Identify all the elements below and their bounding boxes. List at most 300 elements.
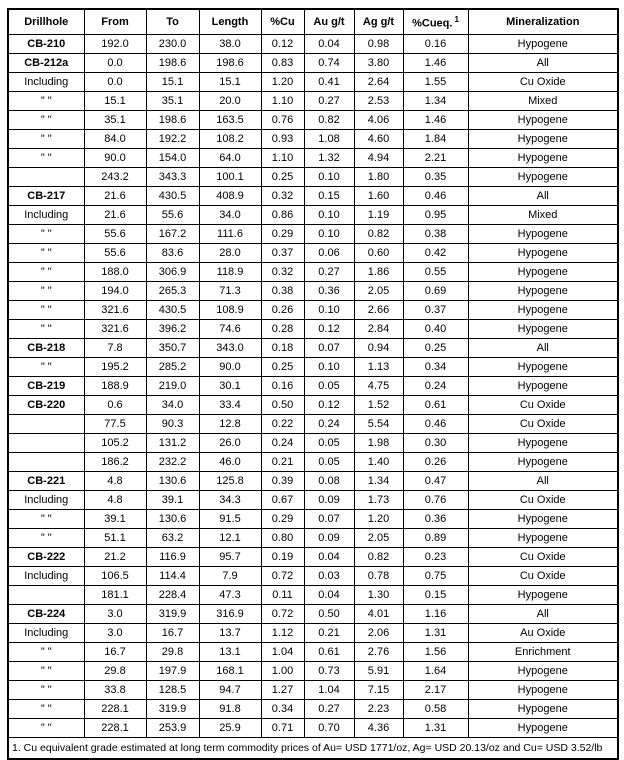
from-cell: 16.7 <box>84 642 146 661</box>
table-row <box>8 471 618 490</box>
drillhole-cell: CB-220 <box>8 395 84 414</box>
from-cell: 0.0 <box>84 53 146 72</box>
au-cell: 0.12 <box>304 319 354 338</box>
cueq-cell: 1.34 <box>403 91 468 110</box>
column-header-mineralization: Mineralization <box>468 9 618 34</box>
to-cell: 90.3 <box>146 414 199 433</box>
ag-cell: 4.36 <box>354 718 403 737</box>
au-cell: 0.50 <box>304 604 354 623</box>
au-cell: 1.08 <box>304 129 354 148</box>
au-cell: 0.10 <box>304 300 354 319</box>
to-cell: 114.4 <box>146 566 199 585</box>
mineralization-cell: All <box>468 604 618 623</box>
ag-cell: 7.15 <box>354 680 403 699</box>
mineralization-cell: Hypogene <box>468 585 618 604</box>
mineralization-cell: All <box>468 338 618 357</box>
length-cell: 118.9 <box>199 262 261 281</box>
length-cell: 15.1 <box>199 72 261 91</box>
from-cell: 4.8 <box>84 471 146 490</box>
ag-cell: 2.06 <box>354 623 403 642</box>
cu-cell: 0.86 <box>261 205 304 224</box>
drillhole-cell: CB-212a <box>8 53 84 72</box>
from-cell: 106.5 <box>84 566 146 585</box>
table-row <box>8 167 618 186</box>
from-cell: 321.6 <box>84 300 146 319</box>
ag-cell: 4.94 <box>354 148 403 167</box>
drillhole-cell: " " <box>8 300 84 319</box>
cu-cell: 0.28 <box>261 319 304 338</box>
cueq-cell: 1.84 <box>403 129 468 148</box>
from-cell: 188.0 <box>84 262 146 281</box>
from-cell: 105.2 <box>84 433 146 452</box>
from-cell: 194.0 <box>84 281 146 300</box>
mineralization-cell: Cu Oxide <box>468 566 618 585</box>
au-cell: 0.04 <box>304 34 354 53</box>
ag-cell: 1.98 <box>354 433 403 452</box>
cueq-cell: 0.42 <box>403 243 468 262</box>
ag-cell: 0.78 <box>354 566 403 585</box>
to-cell: 350.7 <box>146 338 199 357</box>
ag-cell: 0.98 <box>354 34 403 53</box>
to-cell: 130.6 <box>146 471 199 490</box>
ag-cell: 1.30 <box>354 585 403 604</box>
to-cell: 306.9 <box>146 262 199 281</box>
mineralization-cell: All <box>468 53 618 72</box>
to-cell: 198.6 <box>146 110 199 129</box>
table-row <box>8 566 618 585</box>
to-cell: 15.1 <box>146 72 199 91</box>
au-cell: 0.09 <box>304 528 354 547</box>
length-cell: 408.9 <box>199 186 261 205</box>
mineralization-cell: Hypogene <box>468 129 618 148</box>
au-cell: 1.04 <box>304 680 354 699</box>
cueq-cell: 0.89 <box>403 528 468 547</box>
cu-cell: 0.11 <box>261 585 304 604</box>
length-cell: 34.0 <box>199 205 261 224</box>
to-cell: 228.4 <box>146 585 199 604</box>
cu-cell: 1.00 <box>261 661 304 680</box>
ag-cell: 2.66 <box>354 300 403 319</box>
from-cell: 0.6 <box>84 395 146 414</box>
from-cell: 192.0 <box>84 34 146 53</box>
mineralization-cell: Cu Oxide <box>468 72 618 91</box>
cueq-cell: 0.38 <box>403 224 468 243</box>
mineralization-cell: Hypogene <box>468 376 618 395</box>
length-cell: 95.7 <box>199 547 261 566</box>
ag-cell: 4.60 <box>354 129 403 148</box>
column-header-to: To <box>146 9 199 34</box>
ag-cell: 1.40 <box>354 452 403 471</box>
cu-cell: 1.12 <box>261 623 304 642</box>
length-cell: 71.3 <box>199 281 261 300</box>
cueq-cell: 0.16 <box>403 34 468 53</box>
au-cell: 0.05 <box>304 433 354 452</box>
cueq-cell: 0.30 <box>403 433 468 452</box>
length-cell: 168.1 <box>199 661 261 680</box>
drillhole-cell: CB-218 <box>8 338 84 357</box>
from-cell: 55.6 <box>84 243 146 262</box>
column-header-cueq <box>403 9 468 34</box>
mineralization-cell: Enrichment <box>468 642 618 661</box>
au-cell: 0.82 <box>304 110 354 129</box>
length-cell: 91.5 <box>199 509 261 528</box>
cu-cell: 0.32 <box>261 186 304 205</box>
cu-cell: 0.21 <box>261 452 304 471</box>
to-cell: 128.5 <box>146 680 199 699</box>
drillhole-cell: Including <box>8 566 84 585</box>
table-row <box>8 452 618 471</box>
cueq-cell: 0.37 <box>403 300 468 319</box>
drillhole-cell: " " <box>8 110 84 129</box>
to-cell: 130.6 <box>146 509 199 528</box>
length-cell: 100.1 <box>199 167 261 186</box>
column-header-from: From <box>84 9 146 34</box>
from-cell: 3.0 <box>84 604 146 623</box>
ag-cell: 2.53 <box>354 91 403 110</box>
table-row <box>8 699 618 718</box>
cueq-cell: 1.31 <box>403 718 468 737</box>
drillhole-cell: Including <box>8 623 84 642</box>
drillhole-cell <box>8 452 84 471</box>
length-cell: 125.8 <box>199 471 261 490</box>
to-cell: 319.9 <box>146 604 199 623</box>
to-cell: 29.8 <box>146 642 199 661</box>
table-body <box>8 34 618 737</box>
au-cell: 0.10 <box>304 205 354 224</box>
from-cell: 35.1 <box>84 110 146 129</box>
length-cell: 26.0 <box>199 433 261 452</box>
drillhole-cell: " " <box>8 642 84 661</box>
au-cell: 0.10 <box>304 357 354 376</box>
ag-cell: 2.76 <box>354 642 403 661</box>
table-row <box>8 148 618 167</box>
ag-cell: 1.19 <box>354 205 403 224</box>
ag-cell: 2.05 <box>354 528 403 547</box>
length-cell: 163.5 <box>199 110 261 129</box>
cueq-cell: 0.47 <box>403 471 468 490</box>
ag-cell: 5.91 <box>354 661 403 680</box>
from-cell: 186.2 <box>84 452 146 471</box>
table-row <box>8 395 618 414</box>
from-cell: 7.8 <box>84 338 146 357</box>
length-cell: 25.9 <box>199 718 261 737</box>
table-row <box>8 72 618 91</box>
drillhole-cell: CB-219 <box>8 376 84 395</box>
to-cell: 131.2 <box>146 433 199 452</box>
table-row <box>8 718 618 737</box>
cueq-cell: 2.21 <box>403 148 468 167</box>
au-cell: 1.32 <box>304 148 354 167</box>
ag-cell: 0.82 <box>354 547 403 566</box>
to-cell: 396.2 <box>146 319 199 338</box>
table-row <box>8 414 618 433</box>
length-cell: 46.0 <box>199 452 261 471</box>
mineralization-cell: Au Oxide <box>468 623 618 642</box>
table-row <box>8 53 618 72</box>
ag-cell: 2.23 <box>354 699 403 718</box>
from-cell: 51.1 <box>84 528 146 547</box>
cueq-cell: 0.23 <box>403 547 468 566</box>
ag-cell: 4.75 <box>354 376 403 395</box>
mineralization-cell: Hypogene <box>468 509 618 528</box>
table-row <box>8 205 618 224</box>
table-row <box>8 262 618 281</box>
au-cell: 0.41 <box>304 72 354 91</box>
cueq-cell: 0.46 <box>403 186 468 205</box>
from-cell: 15.1 <box>84 91 146 110</box>
length-cell: 111.6 <box>199 224 261 243</box>
drillhole-cell <box>8 414 84 433</box>
from-cell: 228.1 <box>84 718 146 737</box>
from-cell: 90.0 <box>84 148 146 167</box>
drillhole-cell: " " <box>8 129 84 148</box>
cu-cell: 0.29 <box>261 509 304 528</box>
cu-cell: 0.16 <box>261 376 304 395</box>
to-cell: 63.2 <box>146 528 199 547</box>
column-header-au: Au g/t <box>304 9 354 34</box>
from-cell: 4.8 <box>84 490 146 509</box>
to-cell: 343.3 <box>146 167 199 186</box>
length-cell: 74.6 <box>199 319 261 338</box>
to-cell: 55.6 <box>146 205 199 224</box>
mineralization-cell: Hypogene <box>468 680 618 699</box>
table-row <box>8 34 618 53</box>
table-row <box>8 509 618 528</box>
length-cell: 7.9 <box>199 566 261 585</box>
drillhole-cell: " " <box>8 281 84 300</box>
table-row <box>8 623 618 642</box>
au-cell: 0.05 <box>304 376 354 395</box>
drillhole-cell: " " <box>8 661 84 680</box>
from-cell: 55.6 <box>84 224 146 243</box>
ag-cell: 4.01 <box>354 604 403 623</box>
cu-cell: 0.72 <box>261 566 304 585</box>
mineralization-cell: Mixed <box>468 205 618 224</box>
cueq-footnote-marker: 1 <box>454 15 459 24</box>
table-row <box>8 661 618 680</box>
cueq-cell: 0.61 <box>403 395 468 414</box>
to-cell: 154.0 <box>146 148 199 167</box>
footnote-text: 1. Cu equivalent grade estimated at long term commodity prices of Au= USD 1771/oz, Ag= USD 20.13/oz and Cu= USD 3.52/lb <box>8 737 618 759</box>
au-cell: 0.06 <box>304 243 354 262</box>
length-cell: 91.8 <box>199 699 261 718</box>
au-cell: 0.27 <box>304 699 354 718</box>
ag-cell: 1.52 <box>354 395 403 414</box>
cueq-cell: 1.16 <box>403 604 468 623</box>
length-cell: 316.9 <box>199 604 261 623</box>
cueq-cell: 1.46 <box>403 110 468 129</box>
length-cell: 13.7 <box>199 623 261 642</box>
cu-cell: 0.19 <box>261 547 304 566</box>
ag-cell: 2.05 <box>354 281 403 300</box>
drillhole-cell: " " <box>8 91 84 110</box>
table-row <box>8 110 618 129</box>
cueq-label: %Cueq. <box>412 17 453 30</box>
to-cell: 39.1 <box>146 490 199 509</box>
mineralization-cell: Cu Oxide <box>468 547 618 566</box>
ag-cell: 5.54 <box>354 414 403 433</box>
au-cell: 0.05 <box>304 452 354 471</box>
length-cell: 13.1 <box>199 642 261 661</box>
cu-cell: 0.22 <box>261 414 304 433</box>
drillhole-cell: " " <box>8 243 84 262</box>
drillhole-cell: Including <box>8 205 84 224</box>
drillhole-cell: CB-221 <box>8 471 84 490</box>
mineralization-cell: All <box>468 186 618 205</box>
cu-cell: 0.26 <box>261 300 304 319</box>
to-cell: 232.2 <box>146 452 199 471</box>
length-cell: 343.0 <box>199 338 261 357</box>
mineralization-cell: Cu Oxide <box>468 414 618 433</box>
mineralization-cell: Hypogene <box>468 224 618 243</box>
column-header-cu: %Cu <box>261 9 304 34</box>
cueq-cell: 0.26 <box>403 452 468 471</box>
au-cell: 0.04 <box>304 585 354 604</box>
drillhole-cell: " " <box>8 224 84 243</box>
au-cell: 0.27 <box>304 91 354 110</box>
to-cell: 83.6 <box>146 243 199 262</box>
cueq-cell: 0.69 <box>403 281 468 300</box>
ag-cell: 1.20 <box>354 509 403 528</box>
table-row <box>8 357 618 376</box>
to-cell: 253.9 <box>146 718 199 737</box>
length-cell: 20.0 <box>199 91 261 110</box>
cueq-cell: 0.35 <box>403 167 468 186</box>
from-cell: 195.2 <box>84 357 146 376</box>
cu-cell: 0.32 <box>261 262 304 281</box>
to-cell: 430.5 <box>146 300 199 319</box>
from-cell: 321.6 <box>84 319 146 338</box>
cu-cell: 0.39 <box>261 471 304 490</box>
ag-cell: 1.73 <box>354 490 403 509</box>
table-row <box>8 604 618 623</box>
from-cell: 228.1 <box>84 699 146 718</box>
to-cell: 116.9 <box>146 547 199 566</box>
drillhole-cell: " " <box>8 357 84 376</box>
au-cell: 0.74 <box>304 53 354 72</box>
to-cell: 198.6 <box>146 53 199 72</box>
ag-cell: 0.60 <box>354 243 403 262</box>
cu-cell: 0.76 <box>261 110 304 129</box>
from-cell: 29.8 <box>84 661 146 680</box>
drillhole-cell: " " <box>8 528 84 547</box>
cueq-cell: 1.55 <box>403 72 468 91</box>
length-cell: 28.0 <box>199 243 261 262</box>
length-cell: 30.1 <box>199 376 261 395</box>
cu-cell: 0.71 <box>261 718 304 737</box>
to-cell: 285.2 <box>146 357 199 376</box>
cueq-cell: 2.17 <box>403 680 468 699</box>
mineralization-cell: Hypogene <box>468 281 618 300</box>
cueq-cell: 0.46 <box>403 414 468 433</box>
length-cell: 64.0 <box>199 148 261 167</box>
mineralization-cell: Cu Oxide <box>468 490 618 509</box>
ag-cell: 1.80 <box>354 167 403 186</box>
ag-cell: 1.34 <box>354 471 403 490</box>
cueq-cell: 1.64 <box>403 661 468 680</box>
cu-cell: 0.83 <box>261 53 304 72</box>
table-row <box>8 186 618 205</box>
footnote-row <box>8 737 618 759</box>
drillhole-cell: " " <box>8 718 84 737</box>
table-row <box>8 680 618 699</box>
length-cell: 34.3 <box>199 490 261 509</box>
au-cell: 0.12 <box>304 395 354 414</box>
au-cell: 0.73 <box>304 661 354 680</box>
from-cell: 21.6 <box>84 186 146 205</box>
cu-cell: 1.04 <box>261 642 304 661</box>
cu-cell: 0.80 <box>261 528 304 547</box>
au-cell: 0.09 <box>304 490 354 509</box>
drillhole-cell <box>8 433 84 452</box>
ag-cell: 1.86 <box>354 262 403 281</box>
cu-cell: 0.29 <box>261 224 304 243</box>
au-cell: 0.70 <box>304 718 354 737</box>
cueq-cell: 1.56 <box>403 642 468 661</box>
cu-cell: 0.38 <box>261 281 304 300</box>
to-cell: 197.9 <box>146 661 199 680</box>
mineralization-cell: Hypogene <box>468 262 618 281</box>
cueq-cell: 0.58 <box>403 699 468 718</box>
mineralization-cell: All <box>468 471 618 490</box>
to-cell: 35.1 <box>146 91 199 110</box>
table-row <box>8 281 618 300</box>
from-cell: 39.1 <box>84 509 146 528</box>
drillhole-cell: CB-210 <box>8 34 84 53</box>
mineralization-cell: Hypogene <box>468 243 618 262</box>
length-cell: 108.9 <box>199 300 261 319</box>
cu-cell: 1.20 <box>261 72 304 91</box>
au-cell: 0.07 <box>304 338 354 357</box>
table-row <box>8 319 618 338</box>
table-row <box>8 642 618 661</box>
cu-cell: 0.34 <box>261 699 304 718</box>
au-cell: 0.07 <box>304 509 354 528</box>
cueq-cell: 0.40 <box>403 319 468 338</box>
cueq-cell: 0.95 <box>403 205 468 224</box>
mineralization-cell: Hypogene <box>468 110 618 129</box>
cu-cell: 1.27 <box>261 680 304 699</box>
from-cell: 3.0 <box>84 623 146 642</box>
cu-cell: 0.72 <box>261 604 304 623</box>
drillhole-cell: " " <box>8 148 84 167</box>
ag-cell: 0.82 <box>354 224 403 243</box>
drillhole-cell: " " <box>8 680 84 699</box>
au-cell: 0.10 <box>304 167 354 186</box>
drillhole-cell <box>8 585 84 604</box>
cu-cell: 0.93 <box>261 129 304 148</box>
au-cell: 0.04 <box>304 547 354 566</box>
mineralization-cell: Hypogene <box>468 319 618 338</box>
drillhole-cell: CB-217 <box>8 186 84 205</box>
table-row <box>8 585 618 604</box>
length-cell: 12.8 <box>199 414 261 433</box>
ag-cell: 2.64 <box>354 72 403 91</box>
mineralization-cell: Hypogene <box>468 528 618 547</box>
drillhole-cell: CB-222 <box>8 547 84 566</box>
mineralization-cell: Hypogene <box>468 34 618 53</box>
drillhole-assay-table <box>7 8 619 760</box>
to-cell: 219.0 <box>146 376 199 395</box>
drillhole-cell: " " <box>8 509 84 528</box>
cueq-cell: 0.24 <box>403 376 468 395</box>
table-row <box>8 376 618 395</box>
to-cell: 430.5 <box>146 186 199 205</box>
length-cell: 198.6 <box>199 53 261 72</box>
cueq-cell: 0.25 <box>403 338 468 357</box>
cueq-cell: 1.46 <box>403 53 468 72</box>
mineralization-cell: Hypogene <box>468 148 618 167</box>
